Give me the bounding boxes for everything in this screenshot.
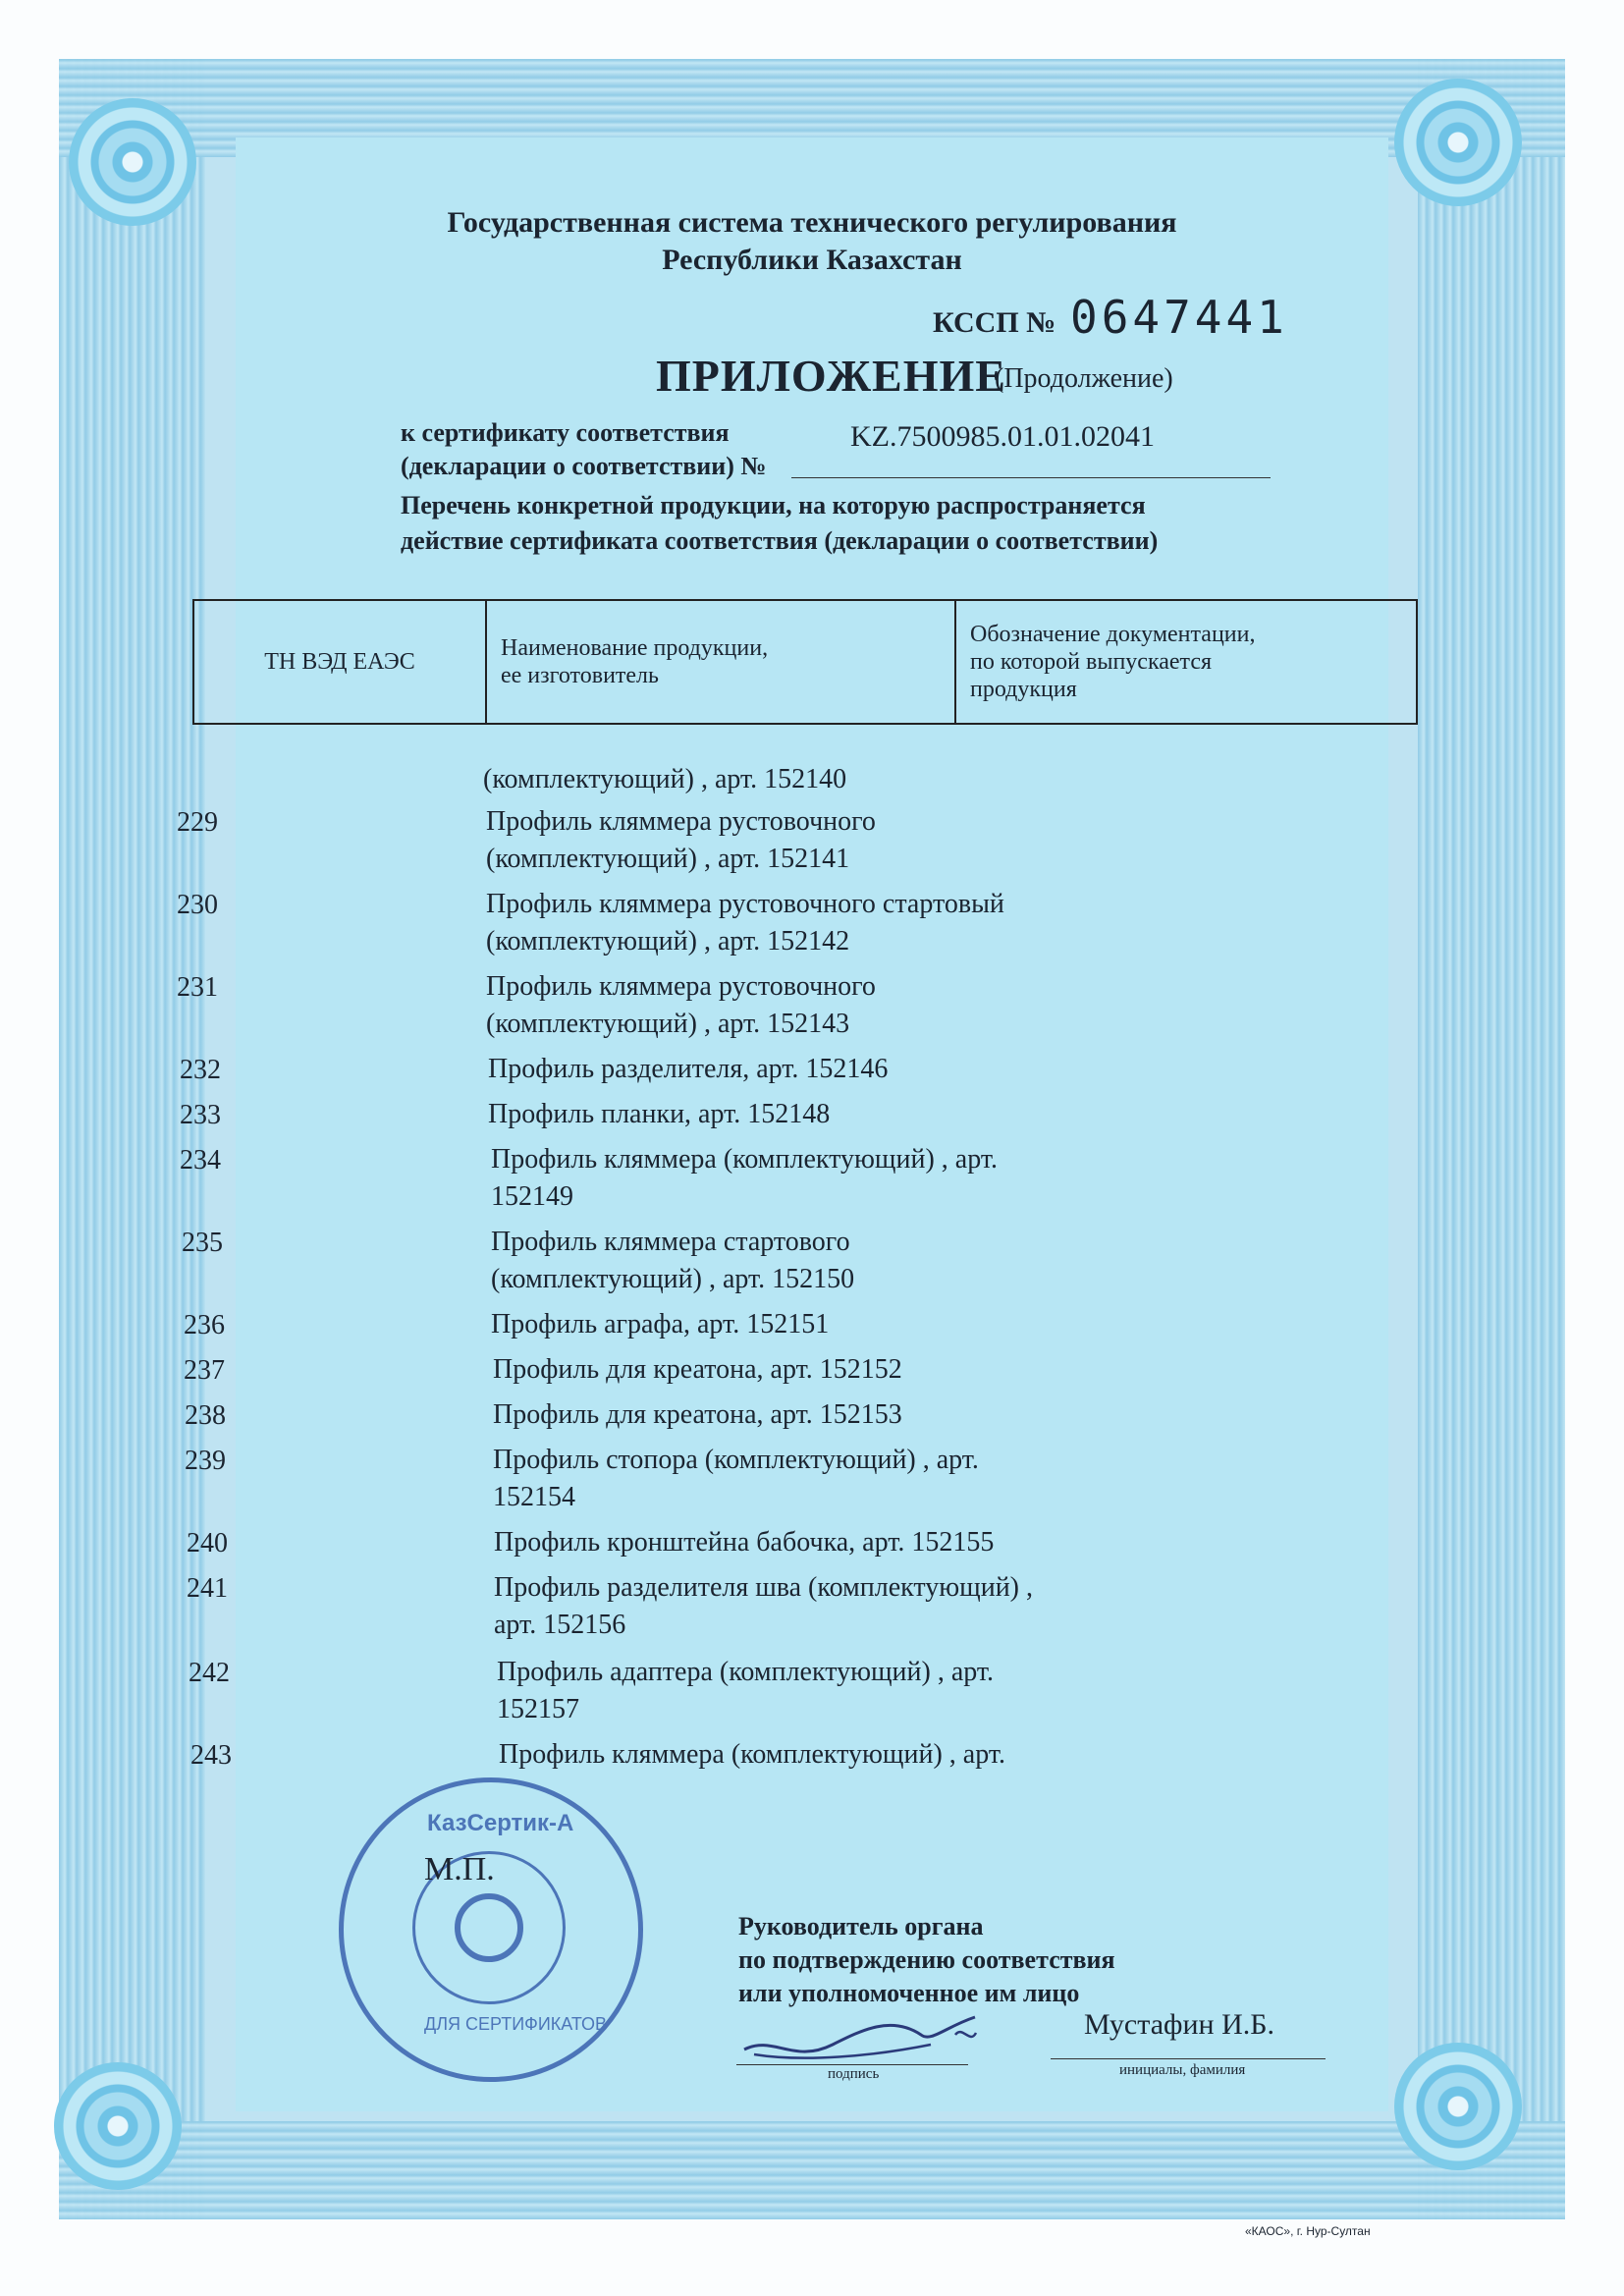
row-num: 229 [177,807,218,838]
list-item [499,1736,1005,1774]
col-header-name-line1: Наименование продукции, [501,635,769,661]
products-table-header [192,599,1418,725]
col-header-docs [955,600,1417,724]
signatory-name: Мустафин И.Б. [1084,2008,1274,2041]
printer-credit: «КАОС», г. Нур-Султан [1245,2224,1371,2238]
stamp-bottom-text: ДЛЯ СЕРТИФИКАТОВ [424,2014,608,2034]
col-header-tnved [193,600,486,724]
row-num: 239 [185,1446,226,1476]
list-item [491,1141,998,1216]
cert-label-1: к сертификату соответствия [401,418,730,447]
list-item-line1: Профиль кляммера (комплектующий) , арт. [499,1739,1005,1770]
signatory-title-line1: Руководитель органа [738,1912,984,1941]
border-bottom [59,2121,1565,2219]
mp-label: М.П. [424,1851,495,1887]
row-num: 234 [180,1145,221,1175]
list-item [493,1442,979,1516]
signatory-title-line2: по подтверждению соответствия [738,1945,1115,1974]
continuation-line: (комплектующий) , арт. 152140 [483,764,847,794]
list-item-line2: 152154 [493,1482,575,1512]
row-num: 243 [190,1740,232,1771]
col-header-name-line2: ее изготовитель [501,663,659,688]
row-num: 230 [177,890,218,920]
col-header-docs-line1: Обозначение документации, [970,622,1256,647]
list-item-line1: Профиль разделителя, арт. 152146 [488,1054,889,1084]
list-item [497,1654,994,1728]
page-title: ПРИЛОЖЕНИЕ [656,351,1006,401]
initials-line [1051,2058,1326,2059]
list-item-line2: (комплектующий) , арт. 152142 [486,926,850,957]
list-item [491,1224,854,1298]
list-item-line2: (комплектующий) , арт. 152150 [491,1264,855,1294]
row-num: 232 [180,1055,221,1085]
list-item-line1: Профиль кронштейна бабочка, арт. 152155 [494,1527,995,1558]
signatory-title [738,1910,1115,2010]
signature-line [736,2064,968,2065]
header-line-1: Государственная система технического регулирования [447,206,1177,239]
row-num: 237 [184,1355,225,1386]
stamp-brand: КазСертик-А [427,1810,574,1836]
list-item-line1: Профиль аграфа, арт. 152151 [491,1309,830,1339]
list-item [491,1306,829,1343]
list-item-line1: Профиль для креатона, арт. 152153 [493,1399,902,1430]
list-item [494,1524,994,1561]
list-item [488,1051,888,1088]
row-num: 231 [177,972,218,1003]
list-item-line1: Профиль адаптера (комплектующий) , арт. [497,1657,995,1687]
col-header-tnved-label: ТН ВЭД ЕАЭС [264,649,415,675]
list-item [493,1396,902,1434]
list-item-line1: Профиль кляммера (комплектующий) , арт. [491,1144,998,1175]
col-header-name [486,600,955,724]
cert-label-2: (декларации о соответствии) № [401,452,767,480]
header-line-2: Республики Казахстан [662,244,962,276]
list-title-1: Перечень конкретной продукции, на которую распространяется [401,491,1146,519]
list-item-line1: Профиль планки, арт. 152148 [488,1099,831,1129]
list-item [486,968,876,1043]
list-item-line2: арт. 152156 [494,1610,626,1640]
col-header-docs-line3: продукция [970,677,1077,702]
list-title-2: действие сертификата соответствия (декларации о соответствии) [401,526,1159,555]
rosette-top-right [1394,79,1522,206]
stamp-logo-icon [455,1893,523,1962]
row-num: 235 [182,1228,223,1258]
list-item [486,886,1004,960]
row-num: 238 [185,1400,226,1431]
list-item [488,1096,830,1133]
cert-number: KZ.7500985.01.01.02041 [850,420,1155,453]
rosette-bottom-left [54,2062,182,2190]
list-item [486,803,876,878]
list-item-line2: 152149 [491,1181,573,1212]
list-item-line1: Профиль разделителя шва (комплектующий) , [494,1572,1034,1603]
row-num: 241 [187,1573,228,1604]
title-note: (Продолжение) [995,363,1173,394]
list-item-line2: (комплектующий) , арт. 152143 [486,1009,850,1039]
col-header-docs-line2: по которой выпускается [970,649,1213,675]
list-item [493,1351,902,1389]
kssp-prefix: КССП № [933,306,1056,339]
row-num: 242 [189,1658,230,1688]
list-item-line1: Профиль кляммера стартового [491,1227,850,1257]
list-item-line2: 152157 [497,1694,579,1724]
kssp-number: 0647441 [1070,291,1288,344]
row-num: 240 [187,1528,228,1558]
row-num: 236 [184,1310,225,1340]
list-item-line1: Профиль кляммера рустовочного [486,971,876,1002]
list-item-line1: Профиль стопора (комплектующий) , арт. [493,1445,979,1475]
border-left [59,59,206,2219]
list-item-line1: Профиль кляммера рустовочного стартовый [486,889,1004,919]
initials-caption: инициалы, фамилия [1119,2062,1246,2078]
rosette-bottom-right [1394,2043,1522,2170]
official-stamp [339,1777,643,2082]
list-item-line2: (комплектующий) , арт. 152141 [486,844,850,874]
list-item-line1: Профиль для креатона, арт. 152152 [493,1354,902,1385]
signature-caption: подпись [828,2066,880,2082]
row-num: 233 [180,1100,221,1130]
list-item-line1: Профиль кляммера рустовочного [486,806,876,837]
signatory-title-line3: или уполномоченное им лицо [738,1979,1080,2007]
cert-number-underline [791,477,1271,478]
list-item [494,1569,1033,1644]
border-right [1418,59,1565,2219]
